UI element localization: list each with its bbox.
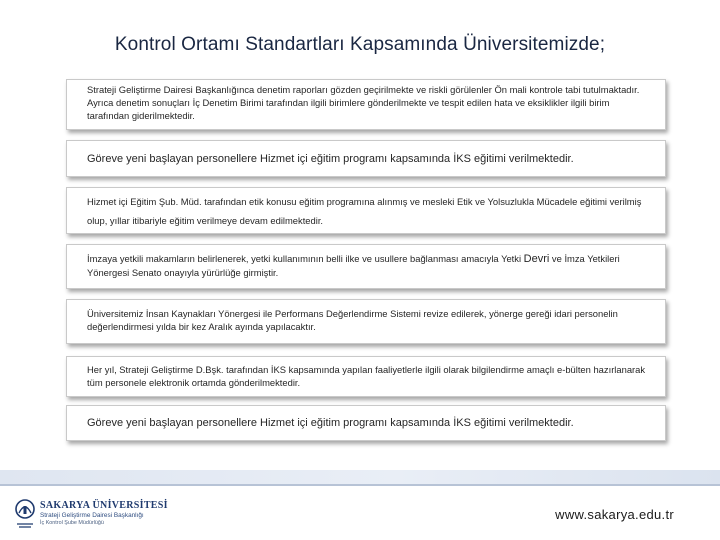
logo-department-name: Strateji Geliştirme Dairesi Başkanlığı — [40, 512, 144, 519]
info-box-text: Hizmet içi Eğitim Şub. Müd. tarafından etik konusu eğitim programına alınmış ve mesleki Etik ve Yolsuzlukla Mücadele eğitimi verilmiş olup, yıllar itibariyle eğitim verilmeye devam edilmektedir. — [87, 196, 642, 226]
info-box-text-part: İmzaya yetkili makamların belirlenerek, yetki kullanımının belli ilke ve usullere bağlanması amacıyla Yetki — [87, 253, 524, 264]
logo-university-name: SAKARYA ÜNİVERSİTESİ — [40, 500, 168, 511]
info-box-insan-kaynaklari — [66, 299, 666, 344]
info-box-text: Her yıl, Strateji Geliştirme D.Bşk. tarafından İKS kapsamında yapılan faaliyetlerle ilgili olarak bilgilendirme amaçlı e-bülten hazırlanarak tüm personele elektronik ortamda gönderilmektedir. — [87, 364, 646, 388]
info-box-text-emphasis: Devri — [523, 253, 550, 265]
footer — [0, 470, 720, 540]
info-box-text: Göreve yeni başlayan personellere Hizmet içi eğitim programı kapsamında İKS eğitimi verilmektedir. — [87, 417, 574, 429]
info-box-denetim — [66, 79, 666, 130]
footer-divider — [0, 484, 720, 486]
info-box-text — [87, 252, 653, 279]
page-title: Kontrol Ortamı Standartları Kapsamında Üniversitemizde; — [114, 34, 606, 55]
info-box-text: Üniversitemiz İnsan Kaynakları Yönergesi ile Performans Değerlendirme Sistemi revize edilerek, yönerge gereği idari personelin değerlendirmesi yılda bir kez Aralık ayında yapılacaktır. — [87, 308, 618, 332]
university-emblem-icon — [14, 498, 36, 530]
info-box-e-bulten — [66, 356, 666, 397]
info-box-yetki-devri — [66, 244, 666, 289]
info-box-etik — [66, 187, 666, 234]
info-box-egitim — [66, 140, 666, 177]
info-box-text: Göreve yeni başlayan personellere Hizmet içi eğitim programı kapsamında İKS eğitimi verilmektedir. — [87, 153, 574, 165]
info-box-text-part: ve İmza Yetkileri Yönergesi Senato onayıyla yürürlüğe girmiştir. — [87, 253, 620, 278]
university-logo — [14, 498, 184, 532]
info-box-text: Strateji Geliştirme Dairesi Başkanlığınca denetim raporları gözden geçirilmekte ve riskli görülenler Ön mali kontrole tabi tutulmaktadır. Ayrıca denetim sonuçları İç Denetim Birimi tarafından ilgili birimlere gönderilmekte ve tespit edilen hata ve eksiklikler ilgili birim tarafından giderilmektedir. — [87, 84, 640, 121]
info-box-egitim-repeat — [66, 405, 666, 441]
website-url[interactable]: www.sakarya.edu.tr — [555, 507, 674, 522]
logo-unit-name: İç Kontrol Şube Müdürlüğü — [40, 520, 104, 526]
footer-band — [0, 470, 720, 484]
